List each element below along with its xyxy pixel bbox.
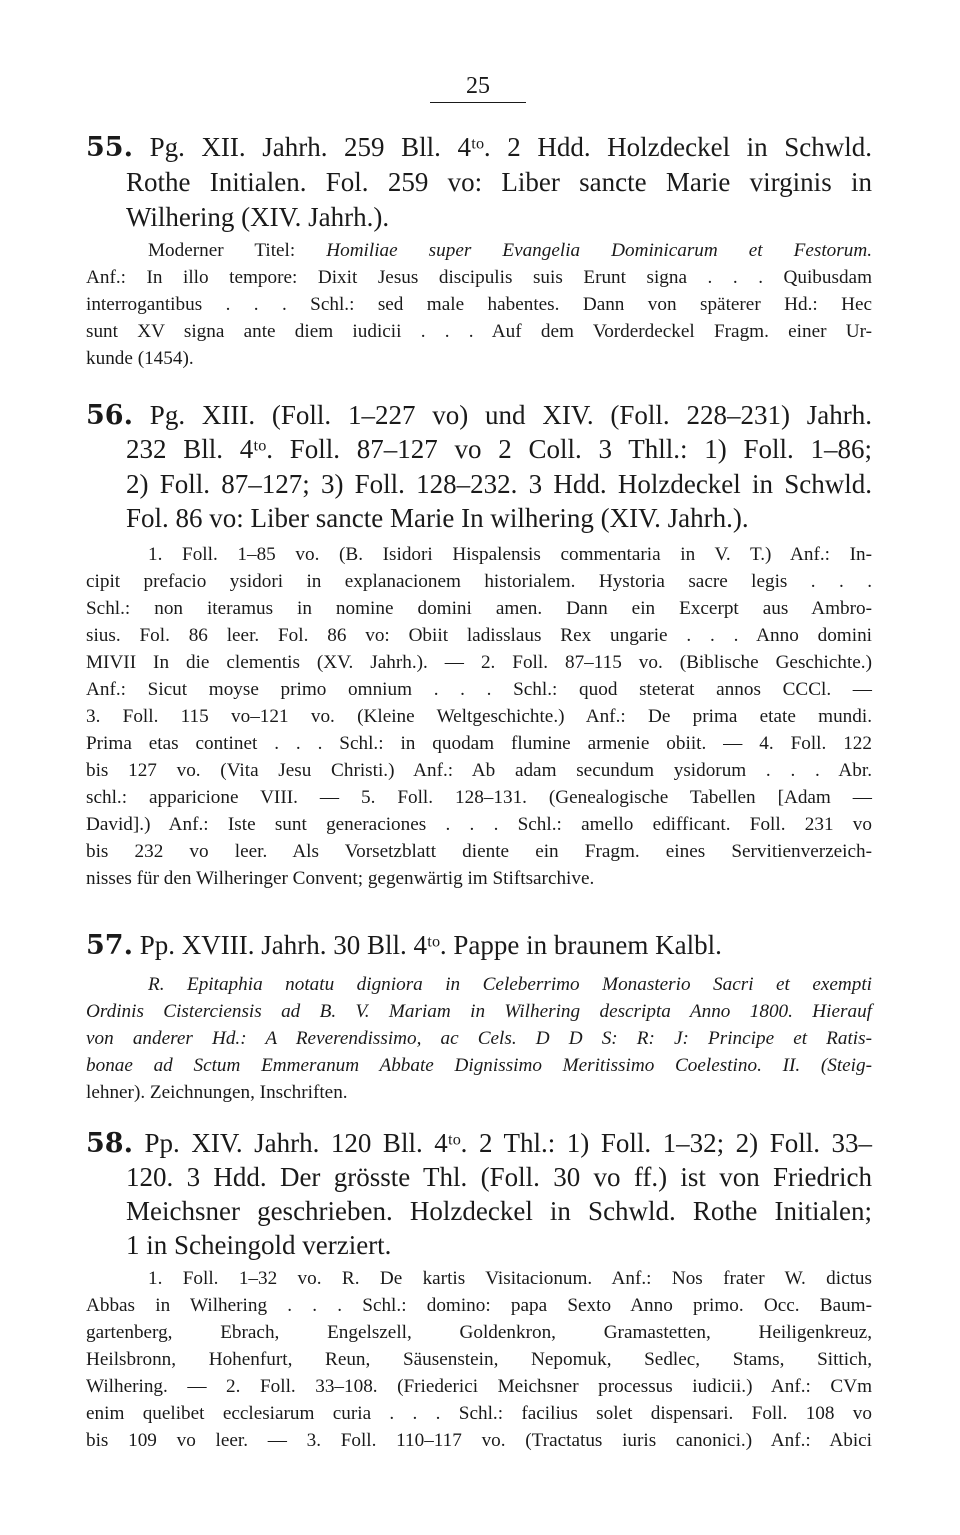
entry-56-body-line-1: 1. Foll. 1–85 vo. (B. Isidori Hispalensis commentaria in V. T.) Anf.: In- — [148, 544, 872, 565]
entry-55-heading-line-2: Rothe Initialen. Fol. 259 vo: Liber sancte Marie virginis in — [126, 167, 872, 197]
entry-58-body-line-6: enim quelibet ecclesiarum curia . . . Schl.: facilius solet dispensari. Foll. 108 vo — [86, 1403, 872, 1424]
entry-55-body-line-2: Anf.: In illo tempore: Dixit Jesus discipulis suis Erunt signa . . . Quibusdam — [86, 267, 872, 288]
entry-56-body-line-11: David].) Anf.: Iste sunt generaciones . . . Schl.: amello edifficant. Foll. 231 vo — [86, 814, 872, 835]
entry-56-heading-line-2: 232 Bll. 4ᵗᵒ. Foll. 87–127 vo 2 Coll. 3 Thll.: 1) Foll. 1–86; — [126, 434, 872, 464]
entry-57-body-line-1: R. Epitaphia notatu digniora in Celeberrimo Monasterio Sacri et exempti — [148, 974, 872, 995]
entry-58-body-line-3: gartenberg, Ebrach, Engelszell, Goldenkron, Gramastetten, Heiligenkreuz, — [86, 1322, 872, 1343]
entry-56-heading — [86, 400, 872, 540]
entry-58-heading-line-3: Meichsner geschrieben. Holzdeckel in Schwld. Rothe Initialen; — [126, 1196, 872, 1226]
entry-58-heading — [86, 1128, 872, 1268]
entry-57-body-line-3: von anderer Hd.: A Reverendissimo, ac Cels. D D S: R: J: Principe et Ratis- — [86, 1028, 872, 1049]
entry-57-heading — [86, 930, 872, 964]
entry-56-body-line-2: cipit prefacio ysidori in explanacionem historialem. Hystoria sacre legis . . . — [86, 571, 872, 592]
entry-58-body-line-2: Abbas in Wilhering . . . Schl.: domino: papa Sexto Anno primo. Occ. Baum- — [86, 1295, 872, 1316]
entry-56-body-line-5: MIVII In die clementis (XV. Jahrh.). — 2. Foll. 87–115 vo. (Biblische Geschichte.) — [86, 652, 872, 673]
entry-55-body-line-5: kunde (1454). — [86, 348, 194, 369]
entry-57-heading-line-1: 57. Pp. XVIII. Jahrh. 30 Bll. 4ᵗᵒ. Pappe in braunem Kalbl. — [86, 930, 722, 961]
entry-56-body-line-6: Anf.: Sicut moyse primo omnium . . . Schl.: quod steterat annos CCCl. — — [86, 679, 872, 700]
entry-58-heading-line-4: 1 in Scheingold verziert. — [126, 1230, 392, 1260]
entry-57-body-line-4: bonae ad Sctum Emmeranum Abbate Dignissimo Meritissimo Coelestino. II. (Steig- — [86, 1055, 872, 1076]
entry-58-heading-line-2: 120. 3 Hdd. Der grösste Thl. (Foll. 30 vo ff.) ist von Friedrich — [126, 1162, 872, 1192]
entry-number: 58. — [86, 1128, 133, 1159]
page-number-rule — [430, 102, 526, 103]
entry-56-body — [86, 544, 872, 914]
entry-56-heading-line-4: Fol. 86 vo: Liber sancte Marie In wilhering (XIV. Jahrh.). — [126, 503, 749, 533]
entry-57-body-line-2: Ordinis Cisterciensis ad B. V. Mariam in Wilhering descripta Anno 1800. Hierauf — [86, 1001, 872, 1022]
entry-55-heading-line-1: 55. Pg. XII. Jahrh. 259 Bll. 4ᵗᵒ. 2 Hdd. Holzdeckel in Schwld. — [86, 132, 873, 163]
entry-56-body-line-7: 3. Foll. 115 vo–121 vo. (Kleine Weltgeschichte.) Anf.: De prima etate mundi. — [86, 706, 872, 727]
entry-58-body — [86, 1268, 872, 1468]
entry-56-body-line-3: Schl.: non iteramus in nomine domini amen. Dann ein Excerpt aus Ambro- — [86, 598, 872, 619]
entry-55-heading — [86, 132, 872, 232]
entry-56-body-line-13: nisses für den Wilheringer Convent; gegenwärtig im Stiftsarchive. — [86, 868, 595, 889]
entry-56-heading-line-3: 2) Foll. 87–127; 3) Foll. 128–232. 3 Hdd. Holzdeckel in Schwld. — [126, 469, 872, 499]
entry-55-heading-line-3: Wilhering (XIV. Jahrh.). — [126, 202, 390, 232]
entry-57-body — [86, 974, 872, 1114]
entry-55-body-line-1: Moderner Titel: Homiliae super Evangelia Dominicarum et Festorum. — [148, 240, 872, 261]
entry-56-body-line-10: schl.: apparicione VIII. — 5. Foll. 128–131. (Genealogische Tabellen [Adam — — [86, 787, 872, 808]
entry-number: 55. — [86, 132, 133, 163]
entry-58-heading-line-1: 58. Pp. XIV. Jahrh. 120 Bll. 4ᵗᵒ. 2 Thl.: 1) Foll. 1–32; 2) Foll. 33– — [86, 1128, 873, 1159]
entry-number: 57. — [86, 930, 133, 961]
entry-55-body-line-3: interrogantibus . . . Schl.: sed male habentes. Dann von späterer Hd.: Hec — [86, 294, 872, 315]
page-number: 25 — [466, 73, 490, 99]
entry-56-body-line-9: bis 127 vo. (Vita Jesu Christi.) Anf.: Ab adam secundum ysidorum . . . Abr. — [86, 760, 872, 781]
entry-56-body-line-4: sius. Fol. 86 leer. Fol. 86 vo: Obiit ladisslaus Rex ungarie . . . Anno domini — [86, 625, 872, 646]
entry-number: 56. — [86, 400, 133, 431]
entry-55-body — [86, 240, 872, 380]
entry-58-body-line-4: Heilsbronn, Hohenfurt, Reun, Säusenstein, Nepomuk, Sedlec, Stams, Sittich, — [86, 1349, 872, 1370]
entry-56-body-line-12: bis 232 vo leer. Als Vorsetzblatt diente ein Fragm. eines Servitienverzeich- — [86, 841, 872, 862]
entry-58-body-line-5: Wilhering. — 2. Foll. 33–108. (Friederici Meichsner processus iudicii.) Anf.: CVm — [86, 1376, 872, 1397]
entry-58-body-line-1: 1. Foll. 1–32 vo. R. De kartis Visitacionum. Anf.: Nos frater W. dictus — [148, 1268, 872, 1289]
entry-58-body-line-7: bis 109 vo leer. — 3. Foll. 110–117 vo. (Tractatus iuris canonici.) Anf.: Abici — [86, 1430, 872, 1451]
entry-57-body-line-5: lehner). Zeichnungen, Inschriften. — [86, 1082, 348, 1103]
entry-56-body-line-8: Prima etas continet . . . Schl.: in quodam flumine armenie obiit. — 4. Foll. 122 — [86, 733, 872, 754]
entry-56-heading-line-1: 56. Pg. XIII. (Foll. 1–227 vo) und XIV. (Foll. 228–231) Jahrh. — [86, 400, 873, 431]
entry-55-body-line-4: sunt XV signa ante diem iudicii . . . Auf dem Vorderdeckel Fragm. einer Ur- — [86, 321, 872, 342]
